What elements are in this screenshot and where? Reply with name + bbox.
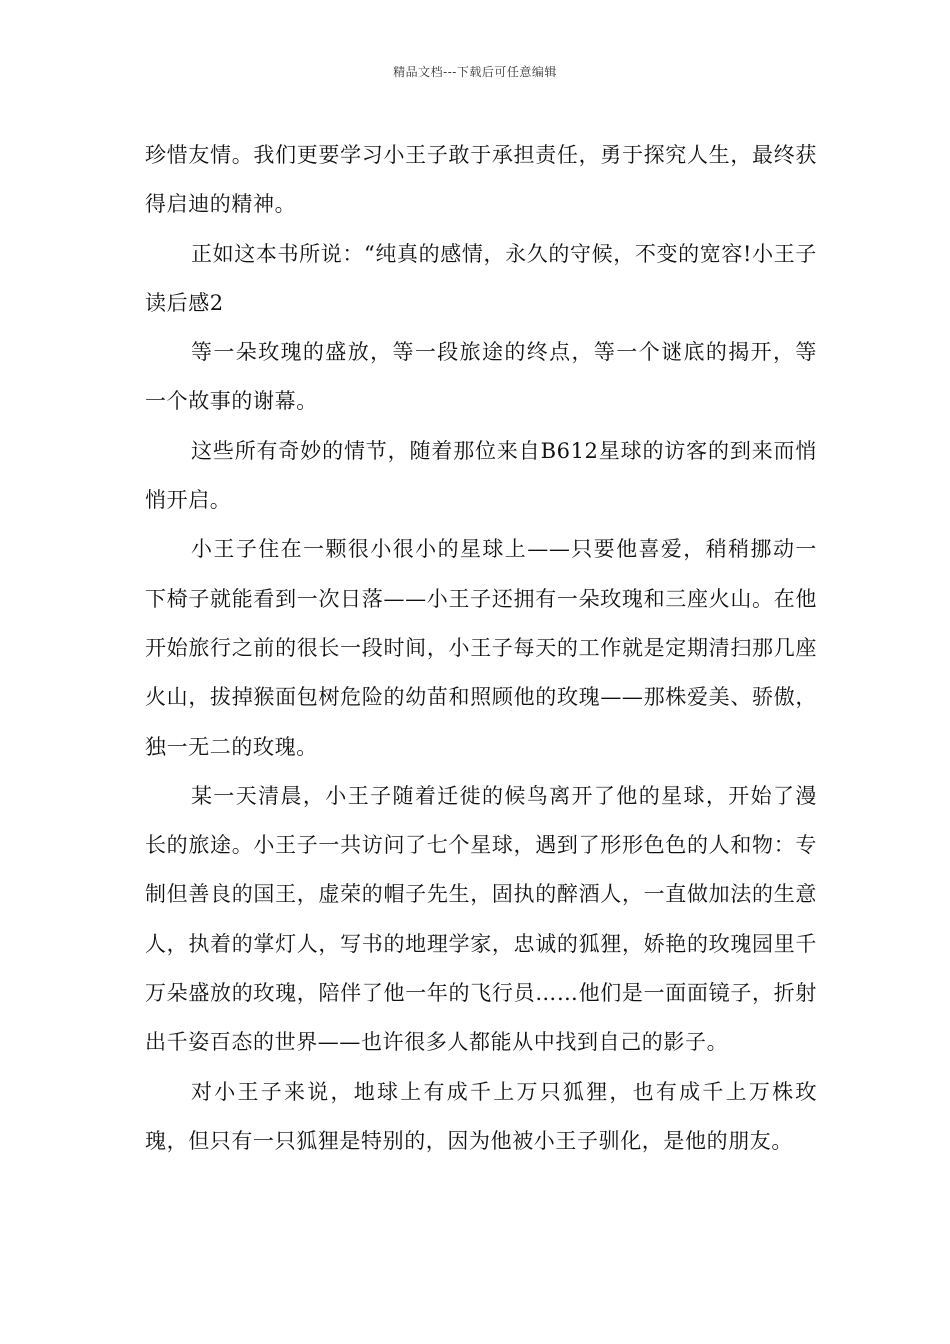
paragraph: 这些所有奇妙的情节，随着那位来自B612星球的访客的到来而悄悄开启。 xyxy=(145,438,817,513)
paragraph: 对小王子来说，地球上有成千上万只狐狸，也有成千上万株玫瑰，但只有一只狐狸是特别的，因为他被小王子驯化，是他的朋友。 xyxy=(145,1079,817,1153)
paragraph: 等一朵玫瑰的盛放，等一段旅途的终点，等一个谜底的揭开，等一个故事的谢幕。 xyxy=(145,340,817,414)
paragraph: 某一天清晨，小王子随着迁徙的候鸟离开了他的星球，开始了漫长的旅途。小王子一共访问了七个星球，遇到了形形色色的人和物：专制但善良的国王，虚荣的帽子先生，固执的醉酒人，一直做加法的生意人，执着的掌灯人，写书的地理学家，忠诚的狐狸，娇艳的玫瑰园里千万朵盛放的玫瑰，陪伴了他一年的飞行员……他们是一面面镜子，折射出千姿百态的世界——也许很多人都能从中找到自己的影子。 xyxy=(145,783,817,1055)
paragraph: 小王子住在一颗很小很小的星球上——只要他喜爱，稍稍挪动一下椅子就能看到一次日落——小王子还拥有一朵玫瑰和三座火山。在他开始旅行之前的很长一段时间，小王子每天的工作就是定期清扫那几座火山，拔掉猴面包树危险的幼苗和照顾他的玫瑰——那株爱美、骄傲，独一无二的玫瑰。 xyxy=(145,537,817,759)
paragraph: 正如这本书所说：“纯真的感情，永久的守候，不变的宽容!小王子读后感2 xyxy=(145,241,817,315)
paragraph-continuation: 珍惜友情。我们更要学习小王子敢于承担责任，勇于探究人生，最终获得启迪的精神。 xyxy=(145,143,817,217)
document-body xyxy=(145,131,817,1166)
page-header: 精品文档---下载后可任意编辑 xyxy=(393,65,557,79)
